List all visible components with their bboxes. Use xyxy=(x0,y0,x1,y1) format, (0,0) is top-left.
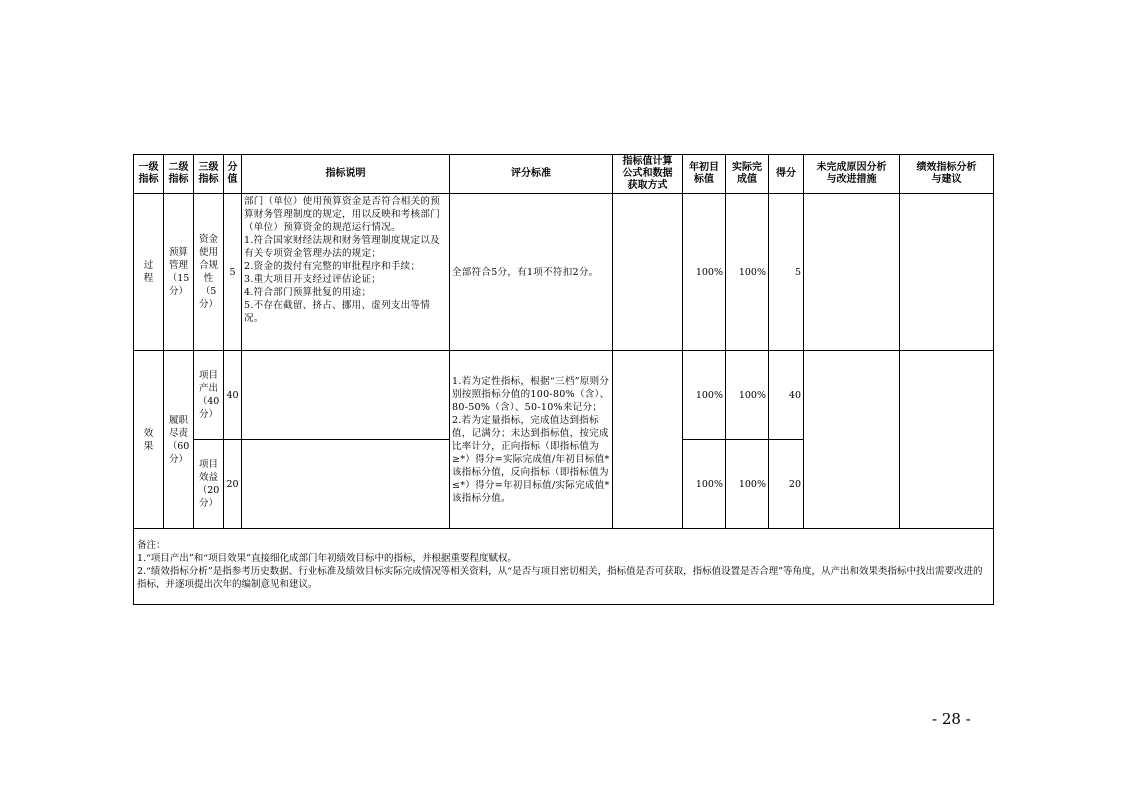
benefit-description xyxy=(242,440,450,529)
effect-advice xyxy=(900,351,994,529)
output-got: 40 xyxy=(769,351,804,440)
header-score: 分 值 xyxy=(224,155,242,194)
output-level3: 项目 产出 （40 分） xyxy=(194,351,224,440)
effect-level1: 效 果 xyxy=(134,351,164,529)
process-level1: 过 程 xyxy=(134,194,164,351)
header-level1: 一级 指标 xyxy=(134,155,164,194)
process-level2: 预算 管理 （15 分） xyxy=(164,194,194,351)
benefit-got: 20 xyxy=(769,440,804,529)
process-actual: 100% xyxy=(726,194,769,351)
process-advice xyxy=(900,194,994,351)
process-got: 5 xyxy=(769,194,804,351)
effect-criteria: 1.若为定性指标，根据“三档”原则分别按照指标分值的100-80%（含）、80-50%（含）、50-10%来记分； 2.若为定量指标，完成值达到指标值，记满分；未达到指标值，按完成比率计分，正向指标（即指标值为≥*）得分=实际完成值/年初目标值*该指标分值，反向指标（即指标值为≤*）得分=年初目标值/实际完成值*该指标分值。 xyxy=(450,351,613,529)
header-row xyxy=(134,155,994,194)
header-description: 指标说明 xyxy=(242,155,450,194)
header-advice: 绩效指标分析 与建议 xyxy=(900,155,994,194)
output-actual: 100% xyxy=(726,351,769,440)
table-row-notes xyxy=(134,529,994,605)
process-target: 100% xyxy=(683,194,726,351)
benefit-target: 100% xyxy=(683,440,726,529)
notes: 备注： 1.“项目产出”和“项目效果”直接细化成部门年初绩效目标中的指标，并根据重要程度赋权。 2.“绩效指标分析”是指参考历史数据、行业标准及绩效目标实际完成情况等相关资料，从“是否与项目密切相关，指标值是否可获取，指标值设置是否合理”等角度，从产出和效果类指标中找出需要改进的指标，并逐项提出次年的编制意见和建议。 xyxy=(134,529,994,605)
process-description: 部门（单位）使用预算资金是否符合相关的预算财务管理制度的规定，用以反映和考核部门（单位）预算资金的规范运行情况。 1.符合国家财经法规和财务管理制度规定以及有关专项资金管理办法的规定； 2.资金的拨付有完整的审批程序和手续； 3.重大项目开支经过评估论证； 4.符合部门预算批复的用途； 5.不存在截留、挤占、挪用、虚列支出等情况。 xyxy=(242,194,450,351)
effect-level2: 履职 尽责 （60 分） xyxy=(164,351,194,529)
output-score: 40 xyxy=(224,351,242,440)
header-target: 年初目 标值 xyxy=(683,155,726,194)
process-level3: 资金 使用 合规 性 （5 分） xyxy=(194,194,224,351)
benefit-actual: 100% xyxy=(726,440,769,529)
header-actual: 实际完 成值 xyxy=(726,155,769,194)
process-reason xyxy=(804,194,900,351)
benefit-level3: 项目 效益 （20 分） xyxy=(194,440,224,529)
header-formula: 指标值计算 公式和数据 获取方式 xyxy=(613,155,683,194)
process-formula xyxy=(613,194,683,351)
header-criteria: 评分标准 xyxy=(450,155,613,194)
header-got: 得分 xyxy=(769,155,804,194)
process-score: 5 xyxy=(224,194,242,351)
process-criteria: 全部符合5分，有1项不符扣2分。 xyxy=(450,194,613,351)
header-level2: 二级 指标 xyxy=(164,155,194,194)
output-target: 100% xyxy=(683,351,726,440)
effect-reason xyxy=(804,351,900,529)
header-reason: 未完成原因分析 与改进措施 xyxy=(804,155,900,194)
table-row-process xyxy=(134,194,994,351)
benefit-score: 20 xyxy=(224,440,242,529)
page-number: - 28 - xyxy=(932,710,971,728)
output-description xyxy=(242,351,450,440)
performance-table xyxy=(133,154,994,605)
header-level3: 三级 指标 xyxy=(194,155,224,194)
table-row-output xyxy=(134,351,994,440)
effect-formula xyxy=(613,351,683,529)
